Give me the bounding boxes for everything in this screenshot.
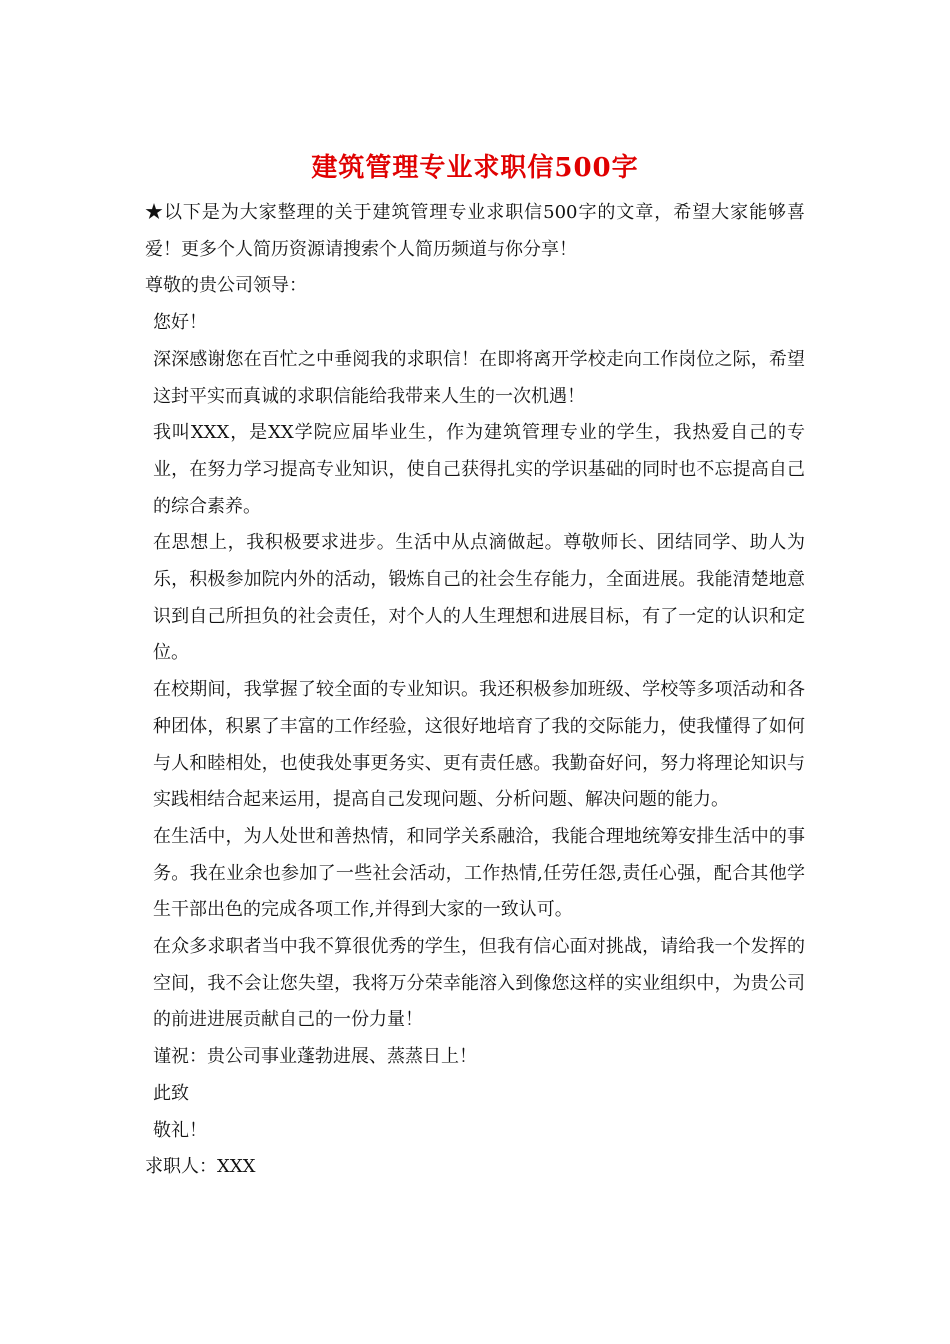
- salutation: 尊敬的贵公司领导：: [145, 275, 307, 297]
- wishes-line: 谨祝：贵公司事业蓬勃进展、蒸蒸日上！: [153, 1046, 477, 1068]
- body-paragraph-closing: 在众多求职者当中我不算很优秀的学生，但我有信心面对挑战，请给我一个发挥的空间，我不会让您失望，我将万分荣幸能溶入到像您这样的实业组织中，为贵公司的前进进展贡献自己的一份力量！: [153, 936, 805, 1031]
- intro-paragraph: ★以下是为大家整理的关于建筑管理专业求职信500字的文章，希望大家能够喜爱！更多个人简历资源请搜索个人简历频道与你分享！: [145, 202, 805, 260]
- closing-phrase: 此致: [153, 1082, 189, 1104]
- regards-line: 敬礼！: [153, 1119, 207, 1141]
- document-body: [145, 195, 805, 1186]
- body-paragraph-introduction: 我叫XXX，是XX学院应届毕业生，作为建筑管理专业的学生，我热爱自己的专业，在努力学习提高专业知识，使自己获得扎实的学识基础的同时也不忘提高自己的综合素养。: [153, 422, 805, 517]
- body-paragraph-school: 在校期间，我掌握了较全面的专业知识。我还积极参加班级、学校等多项活动和各种团体，积累了丰富的工作经验，这很好地培育了我的交际能力，使我懂得了如何与人和睦相处，也使我处事更务实、更有责任感。我勤奋好问，努力将理论知识与实践相结合起来运用，提高自己发现问题、分析问题、解决问题的能力。: [153, 679, 805, 811]
- body-paragraph-ideology: 在思想上，我积极要求进步。生活中从点滴做起。尊敬师长、团结同学、助人为乐，积极参加院内外的活动，锻炼自己的社会生存能力，全面进展。我能清楚地意识到自己所担负的社会责任，对个人的人生理想和进展目标，有了一定的认识和定位。: [153, 532, 805, 664]
- document-title: 建筑管理专业求职信500字: [311, 153, 639, 183]
- signature-line: 求职人：XXX: [145, 1156, 256, 1178]
- body-paragraph-life: 在生活中，为人处世和善热情，和同学关系融洽，我能合理地统筹安排生活中的事务。我在业余也参加了一些社会活动，工作热情,任劳任怨,责任心强，配合其他学生干部出色的完成各项工作,并得到大家的一致认可。: [153, 825, 805, 921]
- greeting: 您好！: [153, 312, 207, 334]
- body-paragraph-thanks: 深深感谢您在百忙之中垂阅我的求职信！在即将离开学校走向工作岗位之际，希望这封平实而真诚的求职信能给我带来人生的一次机遇！: [153, 348, 805, 407]
